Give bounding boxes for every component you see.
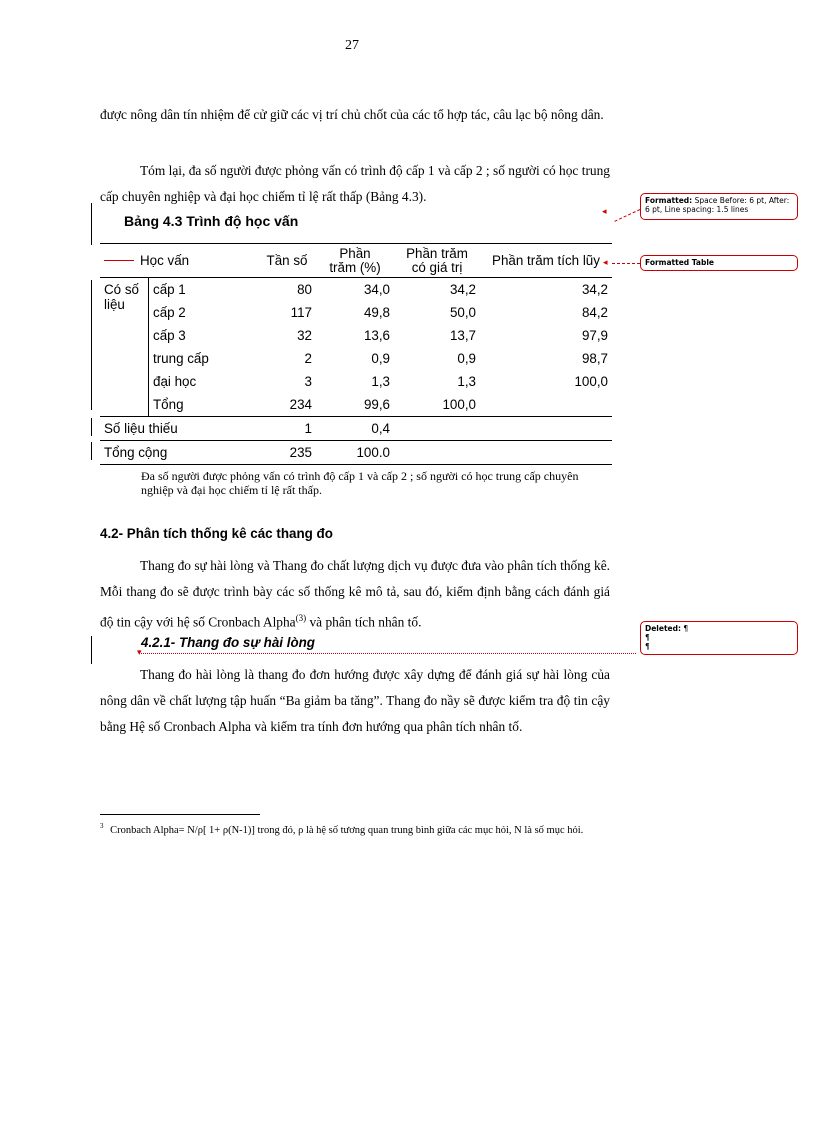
- header-tich-luy: Phần trăm tích lũy: [480, 244, 612, 278]
- row-valid: 13,7: [449, 328, 476, 343]
- row-label: Tổng cộng: [100, 441, 258, 465]
- paragraph-text: [100, 553, 610, 635]
- comment-balloon-formatted[interactable]: [640, 193, 798, 220]
- group-label-cell: [100, 278, 149, 417]
- comment-connector: [614, 209, 640, 222]
- header-phan-tram-line1: Phần: [339, 245, 371, 261]
- header-tan-so: Tần số: [258, 244, 316, 278]
- row-cum: 34,2: [581, 282, 608, 297]
- table-row-missing: [100, 417, 612, 441]
- table-row: [100, 324, 612, 347]
- change-bar: [91, 418, 92, 436]
- row-label: Số liệu thiếu: [100, 417, 258, 441]
- footnote-mark: 3: [100, 822, 104, 830]
- revision-dotted-line: [141, 653, 636, 654]
- table-caption: Đa số người được phỏng vấn có trình độ cấp 1 và cấp 2 ; số người có học trung cấp chuyên nghiệp và đại học chiếm tỉ lệ rất thấp.: [141, 469, 579, 497]
- row-label: đại học: [149, 370, 259, 393]
- page-number: 27: [345, 38, 359, 53]
- comment-label: Formatted:: [645, 196, 693, 205]
- header-cell: [100, 244, 258, 278]
- row-pct: 49,8: [363, 305, 390, 320]
- change-bar: [91, 203, 92, 245]
- row-freq: 1: [258, 417, 316, 441]
- row-valid: 1,3: [457, 374, 476, 389]
- row-freq: 117: [290, 305, 312, 320]
- footnote-reference[interactable]: (3): [295, 613, 307, 623]
- row-valid: 34,2: [449, 282, 476, 297]
- empty-cell: [480, 417, 612, 441]
- row-pct: 13,6: [363, 328, 390, 343]
- change-bar: [91, 442, 92, 460]
- empty-cell: [394, 441, 480, 465]
- comment-line: [645, 624, 793, 633]
- row-label: trung cấp: [149, 347, 259, 370]
- header-cell: [394, 244, 480, 278]
- comment-label: Deleted:: [645, 624, 682, 633]
- header-cell: [316, 244, 394, 278]
- footnote-text: Cronbach Alpha= N/ρ[ 1+ ρ(N-1)] trong đó, ρ là hệ số tương quan trung bình giữa các mục hỏi, N là số mục hỏi.: [110, 824, 584, 836]
- row-pct: 99,6: [363, 397, 390, 412]
- subsection-heading: 4.2.1- Thang đo sự hài lòng: [141, 635, 315, 650]
- body-paragraph: [100, 102, 610, 128]
- row-freq: 234: [289, 397, 312, 412]
- empty-cell: [480, 441, 612, 465]
- footnote-separator: [100, 814, 260, 815]
- row-pct: 34,0: [363, 282, 390, 297]
- deleted-marker: [104, 260, 134, 261]
- paragraph-text-b: và phân tích nhân tố.: [306, 614, 422, 630]
- section-heading: 4.2- Phân tích thống kê các thang đo: [100, 526, 333, 541]
- comment-label: Formatted Table: [645, 258, 715, 267]
- row-cum: 100,0: [574, 374, 608, 389]
- paragraph-text: Tóm lại, đa số người được phỏng vấn có trình độ cấp 1 và cấp 2 ; số người có học trung cấp chuyên nghiệp và đại học chiếm tỉ lệ rất thấp (Bảng 4.3).: [100, 163, 610, 204]
- row-label: cấp 2: [149, 301, 259, 324]
- body-paragraph: [100, 662, 610, 740]
- row-freq: 235: [258, 441, 316, 465]
- table-row: [100, 278, 612, 302]
- comment-connector: [612, 263, 640, 264]
- row-freq: 32: [297, 328, 312, 343]
- row-freq: 3: [304, 374, 312, 389]
- table-title: Bảng 4.3 Trình độ học vấn: [124, 213, 299, 229]
- change-bar: [91, 280, 92, 410]
- table-row: [100, 347, 612, 370]
- body-paragraph: [100, 158, 610, 210]
- row-pct: 0,4: [316, 417, 394, 441]
- body-paragraph: [100, 553, 610, 635]
- row-freq: 80: [297, 282, 312, 297]
- pilcrow-mark: ¶: [645, 642, 650, 651]
- row-valid: 0,9: [457, 351, 476, 366]
- group-label-line2: liệu: [104, 297, 125, 312]
- row-cum: 98,7: [581, 351, 608, 366]
- education-table: [100, 243, 612, 465]
- row-cum: [480, 393, 612, 417]
- row-cum: 84,2: [581, 305, 608, 320]
- insertion-caret-icon: ▾: [137, 647, 142, 657]
- row-valid: 50,0: [449, 305, 476, 320]
- comment-balloon-deleted[interactable]: [640, 621, 798, 655]
- header-hoc-van: Học vấn: [140, 252, 190, 268]
- row-pct: 0,9: [371, 351, 390, 366]
- table-row: [100, 393, 612, 417]
- table-row: [100, 370, 612, 393]
- arrow-left-icon: ◂: [602, 206, 607, 216]
- header-valid-line2: có giá trị: [411, 259, 463, 275]
- paragraph-text: Thang đo hài lòng là thang đo đơn hướng được xây dựng để đánh giá sự hài lòng của nông dân về chất lượng tập huấn “Ba giảm ba tăng”. Thang đo nầy sẽ được kiểm tra độ tin cậy bằng Hệ số Cronbach Alpha và kiểm tra tính đơn hướng qua phân tích nhân tố.: [100, 667, 610, 734]
- row-pct: 100.0: [316, 441, 394, 465]
- paragraph-text-a: Thang đo sự hài lòng và Thang đo chất lượng dịch vụ được đưa vào phân tích thống kê. Mỗi thang đo sẽ được trình bày các số thống kê mô tả, sau đó, kiểm định bằng cách đánh giá độ tin cậy với hệ số Cronbach Alpha: [100, 558, 610, 630]
- pilcrow-mark: ¶: [645, 633, 650, 642]
- row-cum: 97,9: [581, 328, 608, 343]
- empty-cell: [394, 417, 480, 441]
- row-label: cấp 3: [149, 324, 259, 347]
- table-row: [100, 301, 612, 324]
- comment-balloon-formatted-table[interactable]: [640, 255, 798, 271]
- table-row-total: [100, 441, 612, 465]
- row-freq: 2: [304, 351, 312, 366]
- table-header-row: [100, 244, 612, 278]
- group-label-line1: Có số: [104, 282, 139, 297]
- arrow-left-icon: ◂: [603, 257, 608, 267]
- row-label: cấp 1: [149, 278, 259, 302]
- row-valid: 100,0: [442, 397, 476, 412]
- comment-text: Space Before: 6 pt, After: 6 pt, Line spacing: 1.5 lines: [645, 196, 790, 214]
- comment-text: ¶: [683, 624, 689, 633]
- change-bar: [91, 636, 92, 664]
- header-valid-line1: Phần trăm: [406, 245, 468, 261]
- paragraph-text: được nông dân tín nhiệm để cử giữ các vị trí chủ chốt của các tổ hợp tác, câu lạc bộ nông dân.: [100, 107, 604, 122]
- row-label: Tổng: [149, 393, 259, 417]
- header-phan-tram-line2: trăm (%): [329, 259, 381, 275]
- row-pct: 1,3: [371, 374, 390, 389]
- footnote: [100, 820, 610, 837]
